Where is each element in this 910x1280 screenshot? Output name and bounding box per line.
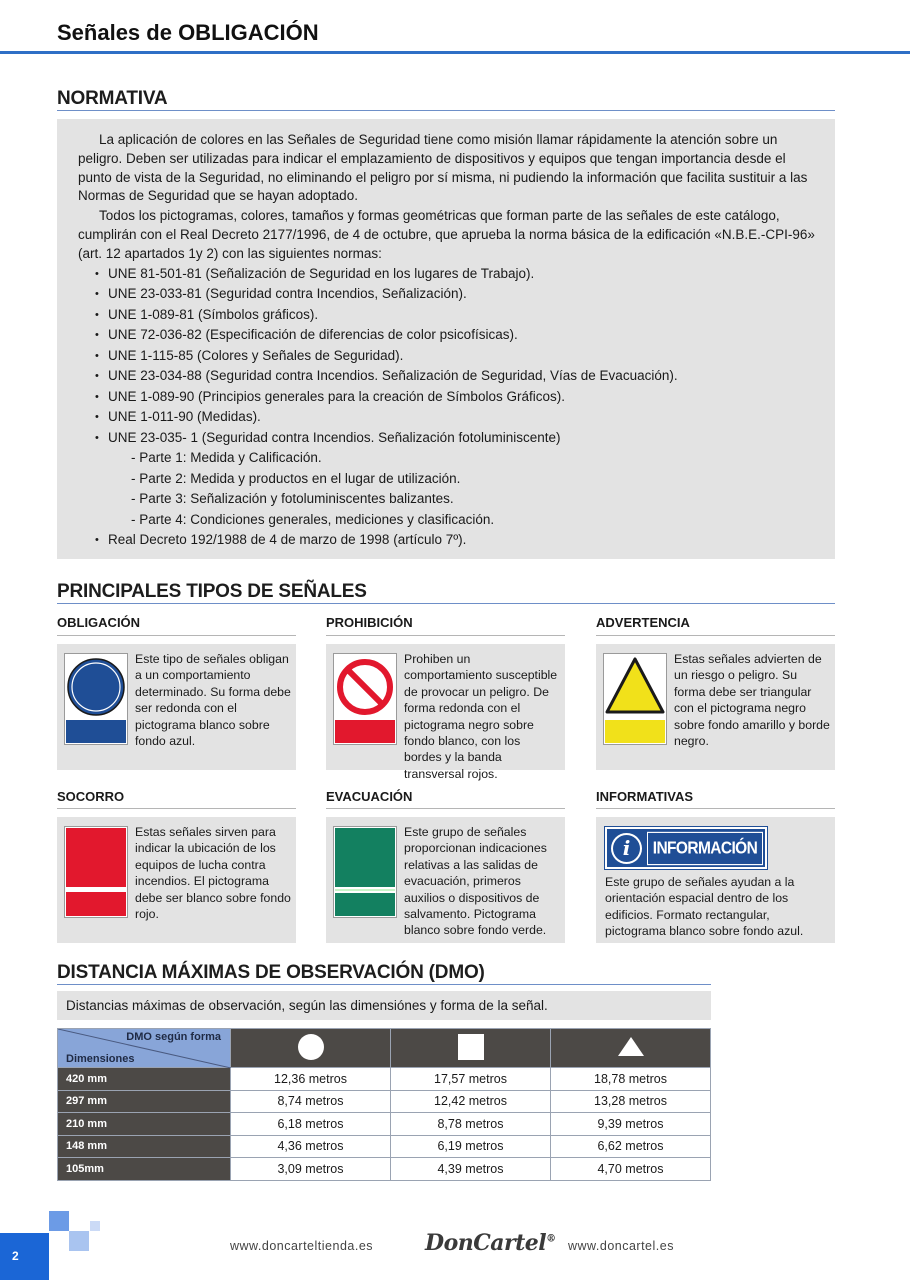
evacuacion-rule [326,808,565,809]
blue-circle-sign-icon [65,654,127,744]
informativas-text: Este grupo de señales ayudan a la orientación espacial dentro de los edificios. Formato rectangular, pictograma blanco sobre fondo azul. [605,875,804,939]
dmo-table [57,1028,711,1181]
prohibicion-sign [333,653,397,745]
dmo-cell: 8,78 metros [391,1113,551,1136]
dmo-rule [57,984,711,985]
obligacion-card [57,644,296,770]
dmo-corner-bottom: Dimensiones [66,1053,135,1065]
obligacion-text: Este tipo de señales obligan a un comportamiento determinado. Su forma debe ser redonda con el pictograma blanco sobre fondo azul. [135,652,291,749]
evacuacion-sign [333,826,397,918]
footer-link-tienda[interactable]: www.doncarteltienda.es [230,1239,374,1253]
page-title: Señales de OBLIGACIÓN [57,20,319,45]
informativas-title: INFORMATIVAS [596,789,694,804]
dmo-cell: 8,74 metros [231,1090,391,1113]
list-item: • UNE 81-501-81 (Señalización de Seguridad en los lugares de Trabajo). [78,264,815,285]
dmo-cell: 4,39 metros [391,1158,551,1181]
normativa-rule [57,110,835,111]
sub-list-item: - Parte 3: Señalización y fotoluminiscentes balizantes. [131,491,454,507]
advertencia-card [596,644,835,770]
informacion-sign-label: INFORMACIÓN [647,832,763,865]
warning-triangle-sign-icon [604,654,666,744]
tipos-heading: PRINCIPALES TIPOS DE SEÑALES [57,581,367,602]
table-row [58,1135,711,1158]
sub-list-item: - Parte 1: Medida y Calificación. [131,450,322,466]
dmo-heading: DISTANCIA MÁXIMAS DE OBSERVACIÓN (DMO) [57,962,485,983]
evacuacion-card [326,817,565,943]
normativa-paragraph-1: La aplicación de colores en las Señales de Seguridad tiene como misión llamar rápidamente la atención sobre un peligro. Deben ser utilizadas para indicar el emplazamiento de dispositivos y equipos que tengan importancia desde el punto de vista de la Seguridad, no eliminando el peligro por sí misma, ni pudiendo la información que facilita sustituir a las Normas de Seguridad que se hayan adoptado. [78,132,808,204]
decor-square [49,1211,69,1231]
table-row [58,1090,711,1113]
informativas-card [596,817,835,943]
decor-square [90,1221,100,1231]
socorro-title: SOCORRO [57,789,125,804]
dmo-row-label: 420 mm [58,1068,231,1091]
decor-square [69,1231,89,1251]
dmo-intro: Distancias máximas de observación, según las dimensiónes y forma de la señal. [57,991,711,1020]
circle-icon [296,1032,326,1062]
dmo-cell: 3,09 metros [231,1158,391,1181]
dmo-corner-top: DMO según forma [126,1031,221,1043]
normativa-box [57,119,835,559]
normativa-heading: NORMATIVA [57,88,168,109]
dmo-cell: 6,18 metros [231,1113,391,1136]
dmo-col-square [391,1029,551,1068]
page-number: 2 [12,1249,19,1263]
dmo-row-label: 297 mm [58,1090,231,1113]
list-item: • UNE 1-089-90 (Principios generales para la creación de Símbolos Gráficos). [78,387,815,408]
socorro-card [57,817,296,943]
dmo-cell: 6,62 metros [551,1135,711,1158]
list-item: • UNE 1-011-90 (Medidas). [78,407,815,428]
informativas-rule [596,808,835,809]
green-square-sign-icon [334,827,396,917]
prohibition-sign-icon [334,654,396,744]
dmo-row-label: 210 mm [58,1113,231,1136]
dmo-row-label: 148 mm [58,1135,231,1158]
list-item: • UNE 1-089-81 (Símbolos gráficos). [78,305,815,326]
normativa-paragraph-2: Todos los pictogramas, colores, tamaños y formas geométricas que forman parte de las señales de este catálogo, cumplirán con el Real Decreto 2177/1996, de 4 de octubre, que aprueba la norma básica de la edificación «N.B.E.-CPI-96» (art. 12 apartados 1y 2) con las siguientes normas: [78,208,815,261]
table-row [58,1068,711,1091]
dmo-cell: 17,57 metros [391,1068,551,1091]
triangle-icon [616,1032,646,1062]
list-item: • Real Decreto 192/1988 de 4 de marzo de 1998 (artículo 7º). [78,530,815,551]
doncartel-logo [425,1230,556,1256]
advertencia-sign [603,653,667,745]
socorro-text: Estas señales sirven para indicar la ubicación de los equipos de lucha contra incendios. El pictograma debe ser blanco sobre fondo rojo. [135,825,291,922]
prohibicion-text: Prohiben un comportamiento susceptible de provocar un peligro. De forma redonda con el pictograma negro sobre fondo blanco, con los bordes y la banda transversal rojos. [404,652,558,781]
table-row [58,1158,711,1181]
obligacion-sign [64,653,128,745]
list-item: • UNE 1-115-85 (Colores y Señales de Seguridad). [78,346,815,367]
dmo-cell: 12,36 metros [231,1068,391,1091]
title-rule [0,51,910,54]
evacuacion-title: EVACUACIÓN [326,789,413,804]
prohibicion-card [326,644,565,781]
registered-mark: ® [546,1233,556,1245]
evacuacion-text: Este grupo de señales proporcionan indicaciones relativas a las salidas de evacuación, primeros auxilios o dispositivos de salvamento. Pictograma blanco sobre fondo verde. [404,825,547,938]
informacion-sign [605,827,767,869]
dmo-cell: 6,19 metros [391,1135,551,1158]
info-icon: i [613,835,640,862]
dmo-cell: 4,36 metros [231,1135,391,1158]
dmo-corner-cell [58,1029,231,1068]
obligacion-rule [57,635,296,636]
list-item: • UNE 23-034-88 (Seguridad contra Incendios. Señalización de Seguridad, Vías de Evacuación). [78,366,815,387]
red-square-sign-icon [65,827,127,917]
advertencia-text: Estas señales advierten de un riesgo o peligro. Su forma debe ser triangular con el pictograma negro sobre fondo amarillo y borde negro. [674,652,830,749]
socorro-rule [57,808,296,809]
list-item: • UNE 23-033-81 (Seguridad contra Incendios, Señalización). [78,284,815,305]
dmo-header-row [58,1029,711,1068]
dmo-cell: 18,78 metros [551,1068,711,1091]
prohibicion-title: PROHIBICIÓN [326,615,413,630]
prohibicion-rule [326,635,565,636]
socorro-sign [64,826,128,918]
normativa-list [78,264,815,551]
dmo-cell: 13,28 metros [551,1090,711,1113]
info-circle [611,833,642,864]
page-number-block [0,1233,49,1280]
dmo-cell: 9,39 metros [551,1113,711,1136]
square-icon [456,1032,486,1062]
footer-link-doncartel[interactable]: www.doncartel.es [568,1239,674,1253]
dmo-cell: 4,70 metros [551,1158,711,1181]
dmo-cell: 12,42 metros [391,1090,551,1113]
advertencia-rule [596,635,835,636]
table-row [58,1113,711,1136]
tipos-rule [57,603,835,604]
obligacion-title: OBLIGACIÓN [57,615,141,630]
dmo-col-triangle [551,1029,711,1068]
list-item: • UNE 72-036-82 (Especificación de diferencias de color psicofísicas). [78,325,815,346]
list-item: • UNE 23-035- 1 (Seguridad contra Incendios. Señalización fotoluminiscente) [78,428,815,449]
advertencia-title: ADVERTENCIA [596,615,690,630]
dmo-col-circle [231,1029,391,1068]
dmo-row-label: 105mm [58,1158,231,1181]
sub-list-item: - Parte 2: Medida y productos en el lugar de utilización. [131,470,461,486]
sub-list-item: - Parte 4: Condiciones generales, mediciones y clasificación. [131,511,495,527]
logo-text: DonCartel [425,1230,547,1256]
